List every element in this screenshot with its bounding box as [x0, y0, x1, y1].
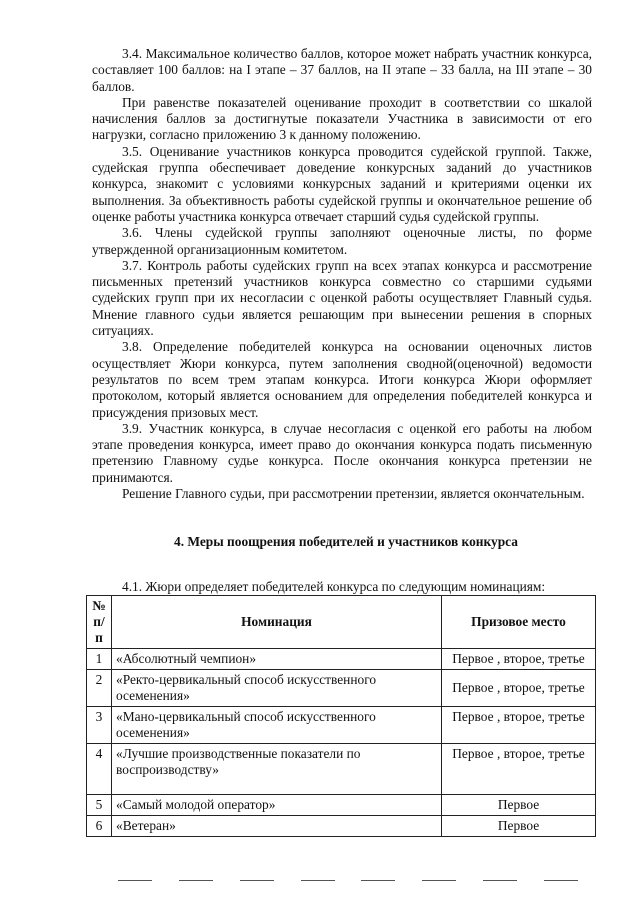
table-row — [87, 743, 596, 794]
row-prize: Первое , второе, третье — [442, 669, 596, 706]
table-row — [87, 669, 596, 706]
footer-dash — [118, 880, 152, 884]
row-prize: Первое — [442, 794, 596, 815]
table-row — [87, 815, 596, 836]
paragraph-4-1: 4.1. Жюри определяет победителей конкурса по следующим номинациям: — [122, 578, 546, 594]
footer-dash — [179, 880, 213, 884]
table-row — [87, 648, 596, 669]
paragraph-3-7: 3.7. Контроль работы судейских групп на всех этапах конкурса и рассмотрение письменных претензий участников конкурса совместно со старшими судьями судейских групп при их несогласии с оценкой работы осуществляет Главный судья. Мнение главного судьи является решающим при вынесении решения в спорных ситуациях. — [92, 257, 592, 339]
row-prize: Первое , второе, третье — [442, 743, 596, 794]
paragraph-3-9: 3.9. Участник конкурса, в случае несогласия с оценкой его работы на любом этапе проведения конкурса, имеет право до окончания конкурса подать письменную претензию Главному судье конкурса. После окончания конкурса претензии не принимаются. — [92, 420, 592, 485]
row-nomination: «Ветеран» — [112, 815, 442, 836]
paragraph-3-4: 3.4. Максимальное количество баллов, которое может набрать участник конкурса, составляет 100 баллов: на I этапе – 37 баллов, на II этапе – 33 балла, на III этапе – 30 баллов. — [92, 46, 592, 94]
header-prize: Призовое место — [442, 595, 596, 648]
table-row — [87, 794, 596, 815]
document-page — [92, 46, 592, 837]
table-row — [87, 706, 596, 743]
row-number: 5 — [87, 794, 112, 815]
row-nomination: «Ректо-цервикальный способ искусственного осеменения» — [112, 669, 442, 706]
nominations-table — [86, 595, 596, 837]
row-nomination: «Лучшие производственные показатели по воспроизводству» — [112, 743, 442, 794]
row-number: 1 — [87, 648, 112, 669]
header-nomination: Номинация — [112, 595, 442, 648]
row-number: 4 — [87, 743, 112, 794]
row-number: 2 — [87, 669, 112, 706]
table-header-row — [87, 595, 596, 648]
paragraph-final-decision: Решение Главного судьи, при рассмотрении претензии, является окончательным. — [122, 486, 585, 502]
row-nomination: «Абсолютный чемпион» — [112, 648, 442, 669]
row-prize: Первое — [442, 815, 596, 836]
row-prize: Первое , второе, третье — [442, 648, 596, 669]
footer-dash — [361, 880, 395, 884]
row-nomination: «Самый молодой оператор» — [112, 794, 442, 815]
footer-dash — [544, 880, 578, 884]
paragraph-3-5: 3.5. Оценивание участников конкурса проводится судейской группой. Также, судейская группа обеспечивает доведение конкурсных заданий до участников конкурса, знакомит с условиями конкурсных заданий и критериями оценки их выполнения. За объективность работы судейской группы и окончательное решение об оценке работы участника конкурса отвечает старший судья судейской группы. — [92, 143, 592, 224]
section-heading: 4. Меры поощрения победителей и участников конкурса — [174, 534, 518, 550]
footer-dash — [483, 880, 517, 884]
row-number: 3 — [87, 706, 112, 743]
row-prize: Первое , второе, третье — [442, 706, 596, 743]
header-number: № п/п — [87, 595, 112, 648]
footer-dash — [422, 880, 456, 884]
scan-footer-marks — [118, 880, 578, 884]
paragraph-equal-scores: При равенстве показателей оценивание проходит в соответствии со шкалой начисления баллов за достигнутые показатели Участника в зависимости от его нагрузки, согласно приложению 3 к данному положению. — [92, 94, 592, 143]
paragraph-3-8: 3.8. Определение победителей конкурса на основании оценочных листов осуществляет Жюри конкурса, путем заполнения сводной(оценочной) ведомости результатов по всем трем этапам конкурса. Итоги конкурса Жюри оформляет протоколом, который является основанием для определения победителей конкурса и присуждения призовых мест. — [92, 339, 592, 420]
footer-dash — [301, 880, 335, 884]
row-nomination: «Мано-цервикальный способ искусственного осеменения» — [112, 706, 442, 743]
footer-dash — [240, 880, 274, 884]
paragraph-3-6: 3.6. Члены судейской группы заполняют оценочные листы, по форме утвержденной организационным комитетом. — [92, 225, 592, 257]
row-number: 6 — [87, 815, 112, 836]
